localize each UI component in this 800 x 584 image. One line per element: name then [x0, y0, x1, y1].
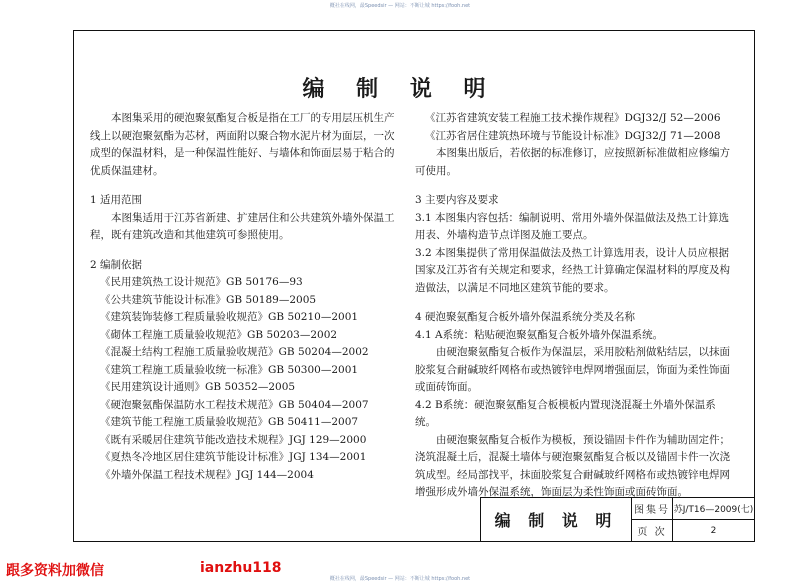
references-note: 本图集出版后，若依据的标准修订，应按照新标准做相应修编方可使用。 — [415, 147, 730, 177]
section-3-title: 3 主要内容及要求 — [415, 194, 499, 206]
reference-item: 《江苏省建筑安装工程施工技术操作规程》DGJ32/J 52—2006 — [425, 112, 721, 124]
reference-item: 《民用建筑设计通则》GB 50352—2005 — [100, 381, 296, 393]
section-1-title: 1 适用范围 — [90, 194, 143, 206]
reference-item: 《夏热冬冷地区居住建筑节能设计标准》JGJ 134—2001 — [100, 451, 367, 463]
left-column — [90, 110, 395, 484]
section-3-1: 3.1 本图集内容包括：编制说明、常用外墙外保温做法及热工计算选用表、外墙构造节点详图及施工要点。 — [415, 211, 730, 241]
reference-item: 《建筑节能工程施工质量验收规范》GB 50411—2007 — [100, 416, 359, 428]
section-4-1-body: 由硬泡聚氨酯复合板作为保温层，采用胶粘剂做粘结层，以抹面胶浆复合耐碱玻纤网格布或热镀锌电焊网增强面层，饰面为柔性饰面或面砖饰面。 — [415, 346, 730, 393]
reference-item: 《江苏省居住建筑热环境与节能设计标准》DGJ32/J 71—2008 — [425, 129, 721, 142]
atlas-number-label: 图集号 — [632, 498, 673, 520]
reference-item: 《既有采暖居住建筑节能改造技术规程》JGJ 129—2000 — [100, 433, 367, 446]
section-4-2-body: 由硬泡聚氨酯复合板作为模板，预设锚固卡件作为辅助固定件；浇筑混凝土后，混凝土墙体与硬泡聚氨酯复合板以及锚固卡件一次浇筑成型。经局部找平，抹面胶浆复合耐碱玻纤网格布或热镀锌电焊网增强形成外墙外保温系统，饰面层为柔性饰面或面砖饰面。 — [415, 433, 730, 498]
reference-item: 《民用建筑热工设计规范》GB 50176—93 — [100, 276, 303, 288]
title-block-name: 编 制 说 明 — [481, 498, 632, 542]
section-1-body: 本图集适用于江苏省新建、扩建居住和公共建筑外墙外保温工程，既有建筑改造和其他建筑可参照使用。 — [90, 211, 395, 241]
section-3-2: 3.2 本图集提供了常用保温做法及热工计算选用表，设计人员应根据国家及江苏省有关规定和要求，经热工计算确定保温材料的厚度及构造做法，以满足不同地区建筑节能的要求。 — [415, 246, 730, 294]
reference-item: 《公共建筑节能设计标准》GB 50189—2005 — [100, 293, 317, 306]
page-title: 编 制 说 明 — [302, 76, 498, 102]
reference-item: 《硬泡聚氨酯保温防水工程技术规范》GB 50404—2007 — [100, 398, 369, 411]
title-block — [480, 497, 755, 542]
section-2-title: 2 编制依据 — [90, 258, 143, 271]
reference-item: 《建筑工程施工质量验收统一标准》GB 50300—2001 — [100, 363, 359, 376]
section-4-1: 4.1 A系统：粘贴硬泡聚氨酯复合板外墙外保温系统。 — [415, 328, 664, 341]
reference-item: 《砌体工程施工质量验收规范》GB 50203—2002 — [100, 328, 338, 341]
reference-item: 《建筑装饰装修工程质量验收规范》GB 50210—2001 — [100, 311, 359, 323]
bottom-watermark: 概社在线网，最Speedsir — 网站：不断让城 https://fooh.net — [329, 576, 471, 582]
footer-wechat-id: ianzhu118 — [200, 560, 282, 576]
section-4-title: 4 硬泡聚氨酯复合板外墙外保温系统分类及名称 — [415, 311, 636, 323]
section-4-2: 4.2 B系统：硬泡聚氨酯复合板模板内置现浇混凝土外墙外保温系统。 — [415, 398, 716, 428]
page-number-label: 页 次 — [632, 520, 673, 542]
right-column — [415, 110, 735, 502]
footer-contact-text: 跟多资料加微信 — [6, 563, 104, 579]
intro-paragraph: 本图集采用的硬泡聚氨酯复合板是指在工厂的专用层压机生产线上以硬泡聚氨酯为芯材，两面附以聚合物水泥片材为面层，一次成型的保温材料，是一种保温性能好、与墙体和饰面层易于粘合的优质保温建材。 — [90, 112, 395, 177]
top-watermark: 概社在线网，最Speedsir — 网站：不断让城 https://fooh.net — [329, 3, 471, 9]
reference-item: 《混凝土结构工程施工质量验收规范》GB 50204—2002 — [100, 346, 369, 358]
page-number-value: 2 — [673, 520, 755, 542]
reference-item: 《外墙外保温工程技术规程》JGJ 144—2004 — [100, 468, 314, 481]
atlas-number-value: 苏J/T16—2009(七) — [673, 498, 755, 520]
